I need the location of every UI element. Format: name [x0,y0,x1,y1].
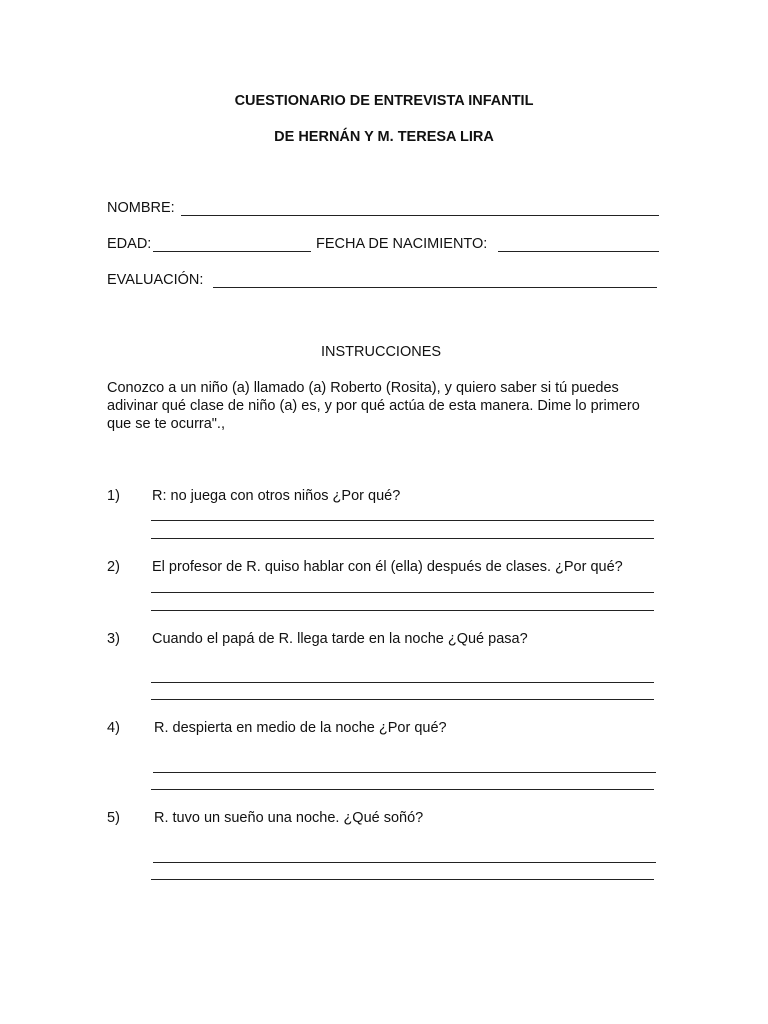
document-title: CUESTIONARIO DE ENTREVISTA INFANTIL [234,93,534,109]
fecha-nacimiento-field[interactable] [498,251,659,252]
answer-line[interactable] [151,610,654,611]
instructions-text: Conozco a un niño (a) llamado (a) Roberto (Rosita), y quiero saber si tú puedes adivinar qué clase de niño (a) es, y por qué actúa de esta manera. Dime lo primero que se te ocurra"., [107,380,640,432]
instructions-heading: INSTRUCCIONES [321,344,442,360]
fecha-nacimiento-label: FECHA DE NACIMIENTO: [316,236,488,252]
answer-line[interactable] [151,879,654,880]
answer-line[interactable] [153,772,656,773]
answer-line[interactable] [153,862,656,863]
question-number: 2) [107,559,120,575]
question-text: R. despierta en medio de la noche ¿Por qué? [154,720,447,736]
answer-line[interactable] [151,699,654,700]
question-text: R: no juega con otros niños ¿Por qué? [152,488,401,504]
question-text: R. tuvo un sueño una noche. ¿Qué soñó? [154,810,424,826]
question-number: 3) [107,631,120,647]
answer-line[interactable] [151,789,654,790]
evaluacion-field[interactable] [213,287,657,288]
document-subtitle: DE HERNÁN Y M. TERESA LIRA [274,129,494,145]
nombre-label: NOMBRE: [107,200,175,216]
answer-line[interactable] [151,520,654,521]
answer-line[interactable] [151,682,654,683]
question-number: 1) [107,488,120,504]
edad-field[interactable] [153,251,311,252]
question-number: 5) [107,810,120,826]
nombre-field[interactable] [181,215,659,216]
question-text: Cuando el papá de R. llega tarde en la noche ¿Qué pasa? [152,631,528,647]
question-text: El profesor de R. quiso hablar con él (ella) después de clases. ¿Por qué? [152,559,623,575]
answer-line[interactable] [151,538,654,539]
edad-label: EDAD: [107,236,152,252]
question-number: 4) [107,720,120,736]
answer-line[interactable] [151,592,654,593]
evaluacion-label: EVALUACIÓN: [107,272,204,288]
